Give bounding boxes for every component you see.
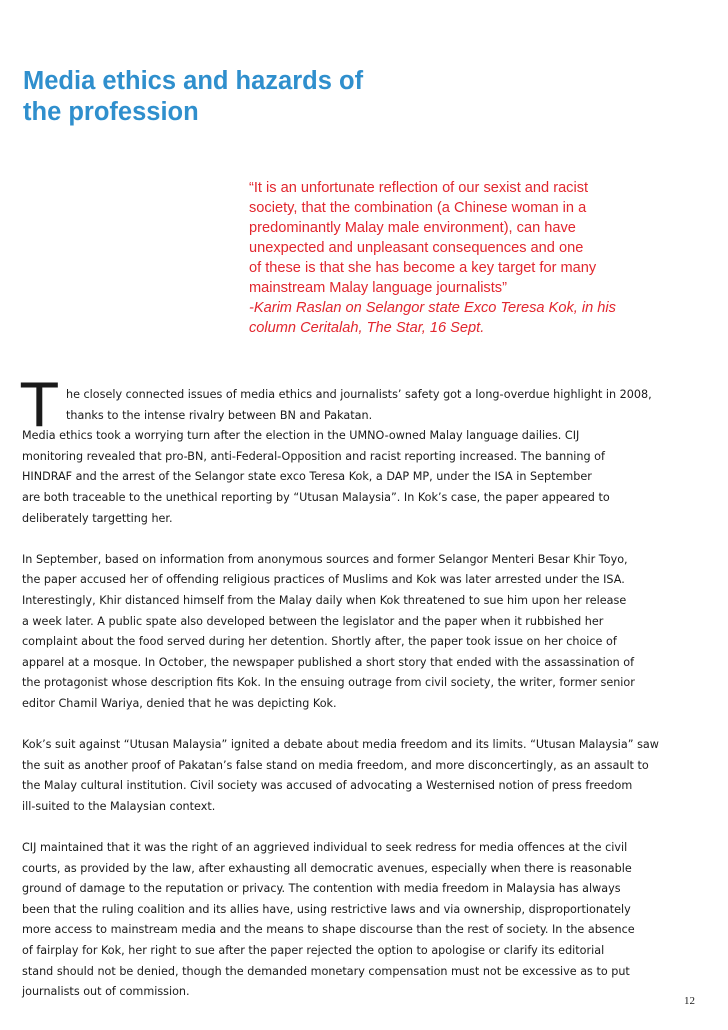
paragraph xyxy=(22,426,712,529)
body-line: HINDRAF and the arrest of the Selangor state exco Teresa Kok, a DAP MP, under the ISA in September xyxy=(22,470,592,484)
body-line: complaint about the food served during her detention. Shortly after, the paper took issue on her choice of xyxy=(22,635,617,649)
body-line: Kok’s suit against “Utusan Malaysia” ignited a debate about media freedom and its limits. “Utusan Malaysia” saw xyxy=(22,738,659,752)
paragraph xyxy=(22,838,712,1003)
body-line: Media ethics took a worrying turn after the election in the UMNO-owned Malay language dailies. CIJ xyxy=(22,429,580,443)
quote-line: of these is that she has become a key target for many xyxy=(249,260,597,276)
body-line: the suit as another proof of Pakatan’s false stand on media freedom, and more disconcertingly, as an assault to xyxy=(22,758,649,772)
body-line: CIJ maintained that it was the right of an aggrieved individual to seek redress for media offences at the civil xyxy=(22,841,628,855)
body-line: courts, as provided by the law, after exhausting all democratic avenues, especially when there is reasonable xyxy=(22,861,632,875)
body-line: the Malay cultural institution. Civil society was accused of advocating a Westernised notion of press freedom xyxy=(22,779,633,793)
body-line: the paper accused her of offending religious practices of Muslims and Kok was later arrested under the ISA. xyxy=(22,573,625,587)
pull-quote xyxy=(249,178,709,338)
body-line: In September, based on information from anonymous sources and former Selangor Menteri Besar Khir Toyo, xyxy=(22,552,628,566)
paragraph-gap xyxy=(22,817,712,838)
body-line: ground of damage to the reputation or privacy. The contention with media freedom in Malaysia has always xyxy=(22,882,621,896)
body-line: thanks to the intense rivalry between BN and Pakatan. xyxy=(66,408,373,422)
body-line: deliberately targetting her. xyxy=(22,511,173,525)
paragraph-gap xyxy=(22,529,712,550)
quote-attribution-line: column Ceritalah, The Star, 16 Sept. xyxy=(249,320,485,336)
body-line: apparel at a mosque. In October, the newspaper published a short story that ended with the assassination of xyxy=(22,655,635,669)
paragraph-intro xyxy=(22,385,712,426)
quote-attribution-line: -Karim Raslan on Selangor state Exco Teresa Kok, in his xyxy=(249,300,616,316)
body-line: ill-suited to the Malaysian context. xyxy=(22,799,216,813)
page-number: 12 xyxy=(684,995,695,1007)
body-line: monitoring revealed that pro-BN, anti-Federal-Opposition and racist reporting increased. The banning of xyxy=(22,449,605,463)
quote-line: predominantly Malay male environment), can have xyxy=(249,220,576,236)
body-line: been that the ruling coalition and its allies have, using restrictive laws and via ownership, disproportionately xyxy=(22,902,631,916)
body-line: a week later. A public spate also developed between the legislator and the paper when it rubbished her xyxy=(22,614,604,628)
quote-line: mainstream Malay language journalists” xyxy=(249,280,507,296)
body-line: stand should not be denied, though the demanded monetary compensation must not be excessive as to put xyxy=(22,964,630,978)
page-title xyxy=(23,66,363,128)
quote-line: “It is an unfortunate reflection of our sexist and racist xyxy=(249,180,589,196)
quote-line: unexpected and unpleasant consequences and one xyxy=(249,240,584,256)
body-line: of fairplay for Kok, her right to sue after the paper rejected the option to apologise or clarify its editorial xyxy=(22,944,605,958)
body-line: the protagonist whose description fits Kok. In the ensuing outrage from civil society, the writer, former senior xyxy=(22,676,635,690)
body-line: he closely connected issues of media ethics and journalists’ safety got a long-overdue highlight in 2008, xyxy=(66,388,652,401)
body-line: editor Chamil Wariya, denied that he was depicting Kok. xyxy=(22,696,337,710)
paragraph xyxy=(22,735,712,817)
quote-line: society, that the combination (a Chinese woman in a xyxy=(249,200,587,216)
drop-cap: T xyxy=(21,371,58,441)
title-line-2: the profession xyxy=(23,98,199,126)
article-body xyxy=(22,385,712,1003)
paragraph xyxy=(22,550,712,715)
title-line-1: Media ethics and hazards of xyxy=(23,67,364,95)
body-line: are both traceable to the unethical reporting by “Utusan Malaysia”. In Kok’s case, the paper appeared to xyxy=(22,490,610,504)
paragraph-gap xyxy=(22,715,712,736)
body-line: Interestingly, Khir distanced himself from the Malay daily when Kok threatened to sue him upon her release xyxy=(22,593,627,607)
body-line: journalists out of commission. xyxy=(22,985,190,999)
body-line: more access to mainstream media and the means to shape discourse than the rest of society. In the absence xyxy=(22,923,635,937)
